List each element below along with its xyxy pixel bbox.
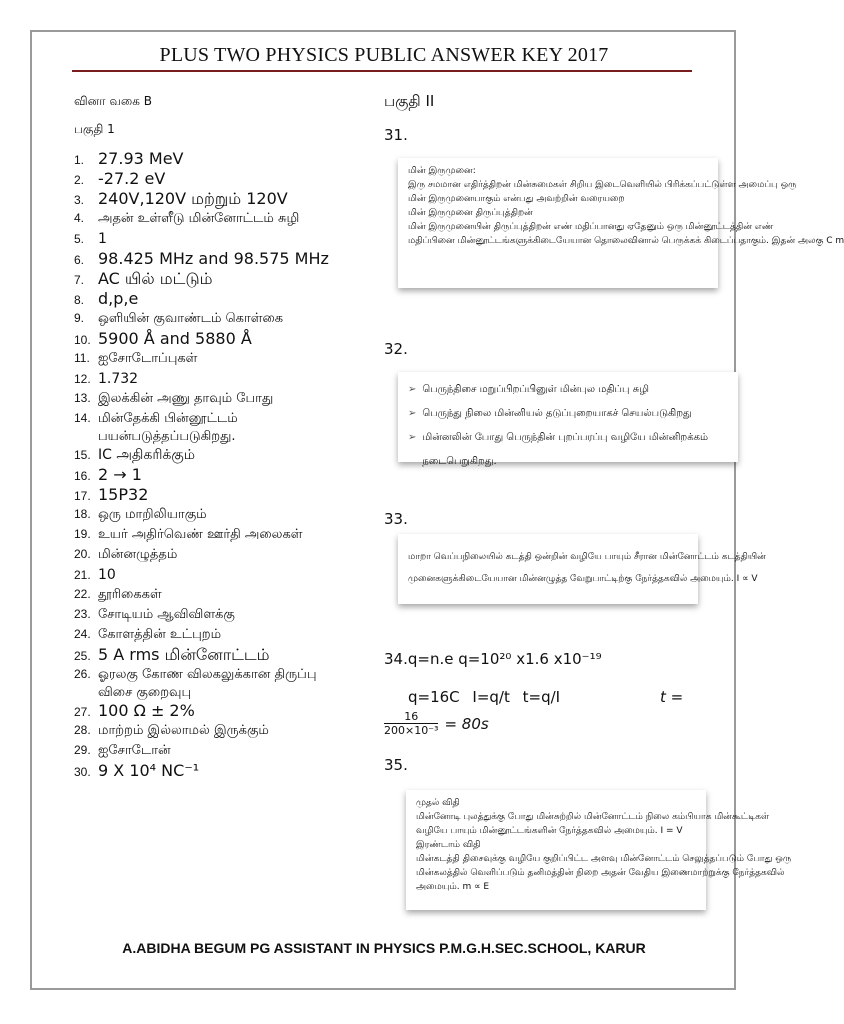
answer-text: 98.425 MHz and 98.575 MHz (98, 249, 329, 268)
question-version: வினா வகை B (74, 94, 152, 108)
list-item (74, 290, 374, 310)
question-number: 6. (74, 253, 85, 267)
list-item (74, 626, 374, 646)
answer-34-t-symbol: t = (660, 688, 684, 706)
question-number: 24. (74, 627, 91, 641)
question-number: 7. (74, 273, 85, 287)
question-number: 29. (74, 743, 91, 757)
part-one-column (74, 92, 374, 782)
question-number: 2. (74, 173, 85, 187)
answer-34-result: = 80s (444, 714, 489, 733)
list-item (74, 486, 374, 506)
answer-35-line: வழியே பாயும் மின்னூட்டங்களின் நேர்த்தகவில் அமையும். I = V (416, 826, 683, 836)
answer-text: ஒளியின் குவாண்டம் கொள்கை (98, 311, 284, 326)
answer-31-line: மின் இருமுனை திருப்புத்திறன் (408, 208, 533, 218)
list-item (74, 390, 374, 410)
answer-text: 10 (98, 567, 116, 583)
question-number: 1. (74, 153, 85, 167)
list-item (74, 350, 374, 370)
list-item (408, 426, 728, 474)
list-item (74, 506, 374, 526)
question-31-label: 31. (384, 126, 408, 144)
list-item (74, 150, 374, 170)
answer-35-line: மின்னோடி புலத்துக்கு போது மின்சுற்றில் மின்னோட்டம் நிலை கம்பியாக மின்கூட்டிகள் (416, 812, 770, 822)
question-number: 13. (74, 391, 91, 405)
fraction (384, 710, 438, 737)
answer-text: 9 X 10⁴ NC⁻¹ (98, 761, 200, 780)
answer-text: ஐசோடோன் (98, 743, 171, 758)
answer-32-point: பெருந்திசை மறுப்பிறப்பினுள் மின்புல மதிப்பு சுழி (422, 384, 649, 395)
answer-32-image (398, 372, 738, 467)
answer-text: மின்னழுத்தம் (98, 547, 178, 562)
question-number: 27. (74, 705, 91, 719)
answer-31-image (398, 158, 844, 288)
fraction-numerator: 16 (384, 710, 438, 724)
list-item (74, 606, 374, 626)
answer-text: 1 (98, 231, 107, 247)
list-item (74, 526, 374, 546)
answer-text: 5 A rms மின்னோட்டம் (98, 645, 270, 664)
answer-text: AC யில் மட்டும் (98, 269, 213, 288)
question-number: 11. (74, 351, 90, 365)
answer-text: ஒரு மாறிலியாகும் (98, 507, 207, 522)
answer-text: உயர் அதிர்வெண் ஊர்தி அலைகள் (98, 527, 303, 542)
list-item (74, 466, 374, 486)
answer-35-line: இரண்டாம் விதி (416, 840, 481, 850)
answer-34-fraction (384, 710, 489, 737)
answer-35-line: முதல் விதி (416, 798, 460, 808)
answer-text: இலக்கின் அணு தாவும் போது (98, 391, 274, 406)
part-two-heading: பகுதி II (384, 92, 435, 110)
answer-33-image (398, 534, 766, 604)
question-number: 23. (74, 607, 91, 621)
answer-text: 27.93 MeV (98, 149, 184, 168)
answer-31-line: இரு சமமான எதிர்த்திறன் மின்சுமைகள் சிறிய இடைவெளியில் பிரிக்கப்பட்டுள்ள அமைப்பு ஒரு (408, 180, 797, 190)
answer-33-line: மாறா வெப்பநிலையில் கடத்தி ஒன்றின் வழியே பாயும் சீரான மின்னோட்டம் கடத்தியின் (408, 552, 766, 562)
answer-text: 15P32 (98, 485, 149, 504)
list-item (74, 722, 374, 742)
answer-text: IC அதிகரிக்கும் (98, 447, 195, 463)
question-number: 20. (74, 547, 91, 561)
list-item (408, 402, 728, 426)
answer-32-point: பெருந்து நிலை மின்னியல் தடுப்புறையாகச் செயல்படுகிறது (422, 408, 692, 419)
title-underline (72, 70, 692, 72)
question-number: 25. (74, 649, 91, 663)
question-number: 10. (74, 333, 91, 347)
answer-31-line: மதிப்பினை மின்னூட்டங்களுக்கிடையேயான தொலைவினால் பெருக்கக் கிடைப்பதாகும். இதன் அலகு C m (408, 236, 844, 246)
list-item (74, 190, 374, 210)
list-item (74, 370, 374, 390)
question-number: 3. (74, 193, 85, 207)
list-item (74, 270, 374, 290)
answer-text: 240V,120V மற்றும் 120V (98, 189, 288, 208)
question-33-label: 33. (384, 510, 408, 528)
answer-text: கோளத்தின் உட்புறம் (98, 627, 222, 642)
question-number: 16. (74, 469, 91, 483)
page-title: PLUS TWO PHYSICS PUBLIC ANSWER KEY 2017 (159, 44, 609, 66)
answer-35-image (406, 790, 792, 910)
question-35-label: 35. (384, 756, 408, 774)
answer-text: 2 → 1 (98, 465, 142, 484)
answer-31-line: மின் இருமுனையாகும் என்பது அவற்றின் வரையறை (408, 194, 625, 204)
question-number: 17. (74, 489, 91, 503)
question-number: 9. (74, 311, 85, 325)
list-item (74, 666, 374, 702)
question-number: 5. (74, 232, 85, 246)
answer-text: ஓரலகு கோண விலகலுக்கான திருப்பு விசை குறைவுபு (98, 667, 317, 700)
answer-35-line: மின்கலத்தில் வெளிப்படும் தனிமத்தின் நிறை அதன் வேதிய இணைமாற்றுக்கு நேர்த்தகவில் (416, 868, 785, 878)
list-item (408, 378, 728, 402)
answer-text: d,p,e (98, 289, 139, 308)
part-one-heading: பகுதி 1 (74, 122, 115, 136)
list-item (74, 330, 374, 350)
list-item (74, 762, 374, 782)
list-item (74, 566, 374, 586)
answer-35-line: அமையும். m ∝ E (416, 882, 490, 892)
answer-text: மின்தேக்கி பின்னூட்டம் பயன்படுத்தப்படுகிறது. (98, 411, 238, 444)
list-item (74, 410, 374, 446)
answer-text: 5900 Å and 5880 Å (98, 329, 252, 348)
fraction-denominator: 200×10⁻³ (384, 724, 439, 737)
arrow-bullet-icon: ➢ (408, 384, 417, 395)
question-number: 12. (74, 372, 91, 386)
list-item (74, 310, 374, 330)
answer-text: ஐசோடோப்புகள் (98, 351, 198, 366)
list-item (74, 742, 374, 762)
question-number: 14. (74, 411, 91, 425)
list-item (74, 446, 374, 466)
list-item (74, 230, 374, 250)
answer-34-line-2: q=16C I=q/t t=q/I (408, 688, 561, 706)
question-number: 15. (74, 448, 91, 462)
arrow-bullet-icon: ➢ (408, 408, 417, 419)
answer-34-line-1: 34.q=n.e q=10²⁰ x1.6 x10⁻¹⁹ (384, 650, 602, 668)
list-item (74, 586, 374, 606)
list-item (74, 170, 374, 190)
answer-text: -27.2 eV (98, 169, 166, 188)
answer-31-line: மின் இருமுனையின் திருப்புத்திறன் எண் மதிப்பானது ஏதேனும் ஒரு மின்னூட்டத்தின் எண் (408, 222, 774, 232)
list-item (74, 250, 374, 270)
answer-31-line: மின் இருமுனை: (408, 166, 476, 176)
author-footer: A.ABIDHA BEGUM PG ASSISTANT IN PHYSICS P.M.G.H.SEC.SCHOOL, KARUR (122, 940, 646, 956)
question-number: 21. (74, 568, 91, 582)
answer-32-point: மின்னலின் போது பெருந்தின் புறப்பரப்பு வழியே மின்னிறக்கம் நடைபெறுகிறது. (422, 432, 709, 467)
list-item (74, 210, 374, 230)
question-number: 8. (74, 293, 85, 307)
answer-text: தூரிகைகள் (98, 587, 162, 602)
question-number: 26. (74, 667, 91, 681)
answer-text: 1.732 (98, 371, 139, 387)
answer-35-line: மின்கடத்தி திசைவுக்கு வழியே குறிப்பிட்ட அளவு மின்னோட்டம் செலுத்தப்படும் போது ஒரு (416, 854, 792, 864)
question-number: 18. (74, 507, 91, 521)
list-item (74, 546, 374, 566)
question-number: 22. (74, 587, 91, 601)
answer-33-line: முனைகளுக்கிடையேயான மின்னழுத்த வேறுபாட்டிற்கு நேர்த்தகவில் அமையும். I ∝ V (408, 574, 758, 584)
answer-text: சோடியம் ஆவிவிளக்கு (98, 607, 235, 622)
question-32-label: 32. (384, 340, 408, 358)
answer-text: 100 Ω ± 2% (98, 701, 195, 720)
question-number: 19. (74, 527, 91, 541)
question-number: 30. (74, 765, 91, 779)
question-number: 4. (74, 211, 85, 225)
answer-text: அதன் உள்ளீடு மின்னோட்டம் சுழி (98, 211, 300, 226)
answer-list (74, 150, 374, 782)
question-number: 28. (74, 723, 91, 737)
list-item (74, 646, 374, 666)
arrow-bullet-icon: ➢ (408, 432, 417, 443)
answer-text: மாற்றம் இல்லாமல் இருக்கும் (98, 723, 269, 738)
list-item (74, 702, 374, 722)
